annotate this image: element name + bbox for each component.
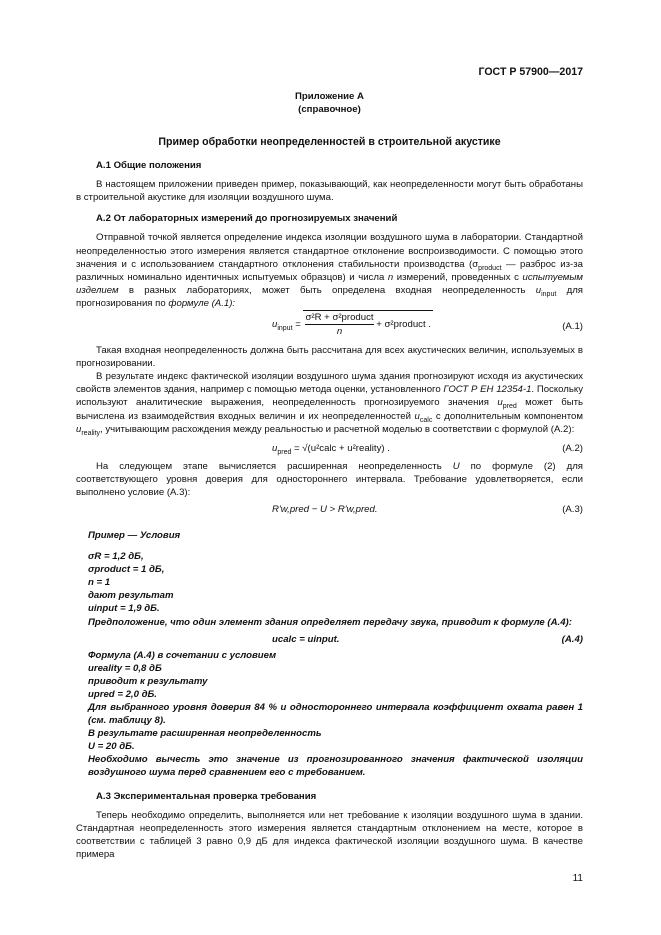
section-a3-title: А.3 Экспериментальная проверка требования: [96, 790, 317, 802]
section-a2-paragraph-2: Такая входная неопределенность должна быть рассчитана для всех акустических величин, используемых в прогнозировании.: [76, 345, 583, 370]
formula-a3: [76, 499, 583, 519]
section-a1-paragraph: В настоящем приложении приведен пример, показывающий, как неопределенности могут быть обработаны в строительной акустике для изоляции воздушного шума.: [76, 179, 583, 204]
formula-a1-number: (А.1): [562, 321, 583, 333]
example-line: ureality = 0,8 дБ: [88, 662, 162, 674]
section-a1-title: А.1 Общие положения: [96, 160, 202, 172]
example-line: upred = 2,0 дБ.: [88, 688, 157, 700]
example-line: σR = 1,2 дБ,: [88, 551, 144, 563]
document-number: ГОСТ Р 57900—2017: [478, 66, 583, 78]
section-a2-paragraph-4: На следующем этапе вычисляется расширенная неопределенность U по формуле (2) для соответствующего уровня доверия для одностороннего интервала. Требование удовлетворяется, если выполнено условие (А.3):: [76, 460, 583, 498]
numerator: σ²R + σ²product: [305, 312, 374, 324]
example-block: [88, 529, 583, 780]
example-line: Для выбранного уровня доверия 84 % и одностороннего интервала коэффициент охвата равен 1 (см. таблицу 8).: [88, 702, 583, 727]
formula-a1: [76, 310, 583, 338]
appendix-title: Приложение А: [295, 91, 364, 102]
section-a2-paragraph-1: Отправной точкой является определение индекса изоляции воздушного шума в лаборатории. Стандартной неопределенностью этого измерения является стандартное отклонение воспроизводимости. С помощью этого значения и с использованием стандартного отклонения стабильности производства ($\sigma_{product}$ — разброс из-за различных номинально идентичных испытуемых образцов) и числа n измерений, проведенных с испытуемым изделием в разных лабораториях, может быть определена входная неопределенность $u_{input}$ для прогнозирования по формуле (А.1):: [76, 232, 584, 309]
fraction: [305, 311, 373, 338]
formula-a2-expression: $u_{pred}$ = √(u²calc + u²reality) .: [272, 442, 390, 456]
formula-a3-expression: R'w,pred − U > R'w,pred.: [272, 503, 378, 515]
appendix-subtitle: (справочное): [298, 104, 361, 115]
example-line: U = 20 дБ.: [88, 741, 135, 753]
example-line: В результате расширенная неопределенность: [88, 728, 322, 740]
formula-a4-expression: ucalc = uinput.: [272, 633, 340, 645]
formula-a1-expression: $u_{input} = \frac{\text{σ²R + σ²product}}{n}$ + σ²product .: [272, 312, 431, 338]
formula-a3-number: (А.3): [562, 503, 583, 515]
formula-a2: [76, 436, 583, 460]
formula-a4-number: (А.4): [561, 633, 583, 645]
section-a3-paragraph: Теперь необходимо определить, выполняется или нет требование к изоляции воздушного шума в здании. Стандартная неопределенность этого измерения является стандартным отклонением на месте, которое в соответствии с таблицей 3 равно 0,9 дБ для индекса фактической изоляции воздушного шума. В качестве примера: [76, 809, 583, 860]
section-a2-paragraph-3: В результате индекс фактической изоляции воздушного шума здания прогнозируют исходя из акустических свойств элементов здания, например с помощью метода оценки, установленного ГОСТ Р ЕН 12354-1. Поскольку используют аналитические выражения, неопределенность прогнозируемого значения $u_{pred}$ может быть вычислена из взаимодействия входных величин и их неопределенностей $u_{calc}$ с дополнительным компонентом $u_{reality}$, учитывающим расхождения между реальностью и расчетной моделью в соответствии с формулой (А.2):: [76, 371, 583, 437]
page-body: [76, 90, 583, 861]
example-title: Пример — Условия: [88, 529, 181, 541]
example-line: n = 1: [88, 577, 111, 589]
example-line: Предположение, что один элемент здания определяет передачу звука, приводит к формуле (А.4):: [88, 616, 572, 628]
formula-a4: [88, 629, 583, 649]
sqrt-sign: $\frac{\text{σ²R + σ²product}}{n}$ + σ²product .: [305, 312, 431, 338]
fraction-bar: [305, 324, 373, 325]
denominator: n: [336, 326, 343, 338]
appendix-heading: Пример обработки неопределенностей в строительной акустике: [158, 136, 501, 148]
formula-a2-number: (А.2): [562, 442, 583, 454]
example-line: дают результат: [88, 590, 174, 602]
page-number: 11: [572, 873, 583, 884]
section-a2-title: А.2 От лабораторных измерений до прогнозируемых значений: [96, 213, 398, 225]
example-line: приводит к результату: [88, 675, 208, 687]
example-line: Необходимо вычесть это значение из прогнозированного значения фактической изоляции воздушного шума перед сравнением его с требованием.: [88, 754, 583, 779]
example-line: uinput = 1,9 дБ.: [88, 603, 160, 615]
example-line: σproduct = 1 дБ,: [88, 564, 165, 576]
example-line: Формула (А.4) в сочетании с условием: [88, 649, 277, 661]
